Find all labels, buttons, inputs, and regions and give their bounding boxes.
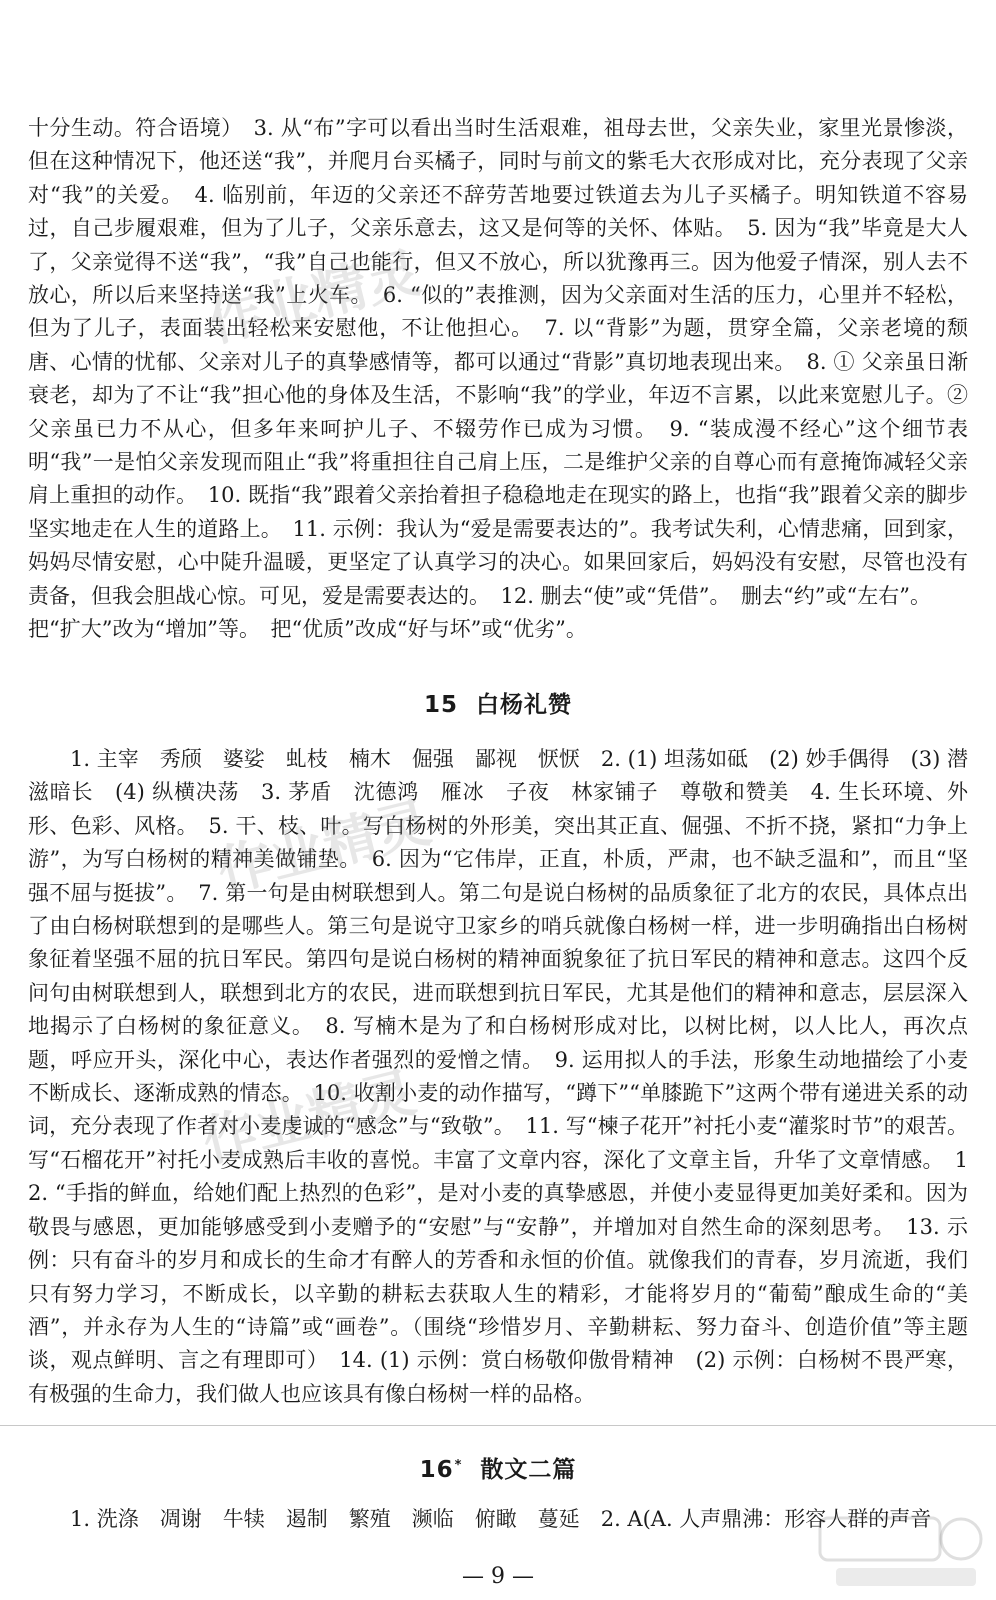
section-16-heading [0,1455,996,1485]
watermark-upper: 作业精灵 [201,240,427,355]
section-15-title: 白杨礼赞 [476,692,572,718]
answers-continued-paragraph: 十分生动。符合语境） 3. 从“布”字可以看出当时生活艰难，祖母去世，父亲失业，家里光景惨淡，但在这种情况下，他还送“我”，并爬月台买橘子，同时与前文的紫毛大衣形成对比，充分表现了父亲对“我”的关爱。 4. 临别前，年迈的父亲还不辞劳苦地要过铁道去为儿子买橘子。明知铁道不容易过，自己步履艰难，但为了儿子，父亲乐意去，这又是何等的关怀、体贴。 5. 因为“我”毕竟是大人了，父亲觉得不送“我”，“我”自己也能行，但又不放心，所以犹豫再三。因为他爱子情深，别人去不放心，所以后来坚持送“我”上火车。 6. “似的”表推测，因为父亲面对生活的压力，心里并不轻松，但为了儿子，表面装出轻松来安慰他，不让他担心。 7. 以“背影”为题，贯穿全篇，父亲老境的颓唐、心情的忧郁、父亲对儿子的真挚感情等，都可以通过“背影”真切地表现出来。 8. ① 父亲虽日渐衰老，却为了不让“我”担心他的身体及生活，不影响“我”的学业，年迈不言累，以此来宽慰儿子。② 父亲虽已力不从心，但多年来呵护儿子、不辍劳作已成为习惯。 9. “装成漫不经心”这个细节表明“我”一是怕父亲发现而阻止“我”将重担往自己肩上压，二是维护父亲的自尊心而有意掩饰减轻父亲肩上重担的动作。 10. 既指“我”跟着父亲抬着担子稳稳地走在现实的路上，也指“我”跟着父亲的脚步坚实地走在人生的道路上。 11. 示例：我认为“爱是需要表达的”。我考试失利，心情悲痛，回到家，妈妈尽情安慰，心中陡升温暖，更坚定了认真学习的决心。如果回家后，妈妈没有安慰，尽管也没有责备，但我会胆战心惊。可见，爱是需要表达的。 12. 删去“使”或“凭借”。 删去“约”或“左右”。 [28,116,968,608]
previous-section-answers [28,112,968,647]
logo-frame [820,1518,940,1560]
section-15-heading [0,690,996,720]
section-15-answers [28,743,968,1411]
logo-bar [836,1568,976,1586]
page-number: — 9 — [462,1564,534,1589]
section-15-number: 15 [423,692,458,718]
site-logo-watermark [816,1512,986,1592]
section-16-body: 1. 洗涤 凋谢 牛犊 遏制 繁殖 濒临 俯瞰 蔓延 2. A(A. 人声鼎沸：形容人群的声音 [70,1507,932,1531]
section-16-title: 散文二篇 [480,1457,577,1483]
logo-circle [941,1519,981,1559]
watermark-middle: 作业精灵 [211,790,437,905]
page-divider [0,1425,996,1426]
section-16-number: 16 [419,1457,454,1483]
optional-mark: * [454,1458,463,1473]
answers-continued-tail: 把“扩大”改为“增加”等。 把“优质”改成“好与坏”或“优劣”。 [28,617,587,642]
watermark-lower: 作业精灵 [196,1060,422,1175]
section-15-body: 1. 主宰 秀颀 婆娑 虬枝 楠木 倔强 鄙视 恹恹 2. (1) 坦荡如砥 (2) 妙手偶得 (3) 潜滋暗长 (4) 纵横决荡 3. 茅盾 沈德鸿 雁冰 子夜 林家铺子 尊敬和赞美 4. 生长环境、外形、色彩、风格。 5. 干、枝、叶。写白杨树的外形美，突出其正直、倔强、不折不挠，紧扣“力争上游”，为写白杨树的精神美做铺垫。 6. 因为“它伟岸，正直，朴质，严肃，也不缺乏温和”，而且“坚强不屈与挺拔”。 7. 第一句是由树联想到人。第二句是说白杨树的品质象征了北方的农民，具体点出了由白杨树联想到的是哪些人。第三句是说守卫家乡的哨兵就像白杨树一样，进一步明确指出白杨树象征着坚强不屈的抗日军民。第四句是说白杨树的精神面貌象征了抗日军民的精神和意志。这四个反问句由树联想到人，联想到北方的农民，进而联想到抗日军民，尤其是他们的精神和意志，层层深入地揭示了白杨树的象征意义。 8. 写楠木是为了和白杨树形成对比，以树比树，以人比人，再次点题，呼应开头，深化中心，表达作者强烈的爱憎之情。 9. 运用拟人的手法，形象生动地描绘了小麦不断成长、逐渐成熟的情态。 10. 收割小麦的动作描写，“蹲下”“单膝跪下”这两个带有递进关系的动词，充分表现了作者对小麦虔诚的“感念”与“致敬”。 11. 写“楝子花开”衬托小麦“灌浆时节”的艰苦。写“石榴花开”衬托小麦成熟后丰收的喜悦。丰富了文章内容，深化了文章主旨，升华了文章情感。 12. “手指的鲜血，给她们配上热烈的色彩”，是对小麦的真挚感恩，并使小麦显得更加美好柔和。因为敬畏与感恩，更加能够感受到小麦赠予的“安慰”与“安静”，并增加对自然生命的深刻思考。 13. 示例：只有奋斗的岁月和成长的生命才有醉人的芳香和永恒的价值。就像我们的青春，岁月流逝，我们只有努力学习，不断成长，以辛勤的耕耘去获取人生的精彩，才能将岁月的“葡萄”酿成生命的“美酒”，并永存为人生的“诗篇”或“画卷”。（围绕“珍惜岁月、辛勤耕耘、努力奋斗、创造价值”等主题谈，观点鲜明、言之有理即可） 14. (1) 示例：赏白杨敬仰傲骨精神 (2) 示例：白杨树不畏严寒，有极强的生命力，我们做人也应该具有像白杨树一样的品格。 [28,747,968,1406]
